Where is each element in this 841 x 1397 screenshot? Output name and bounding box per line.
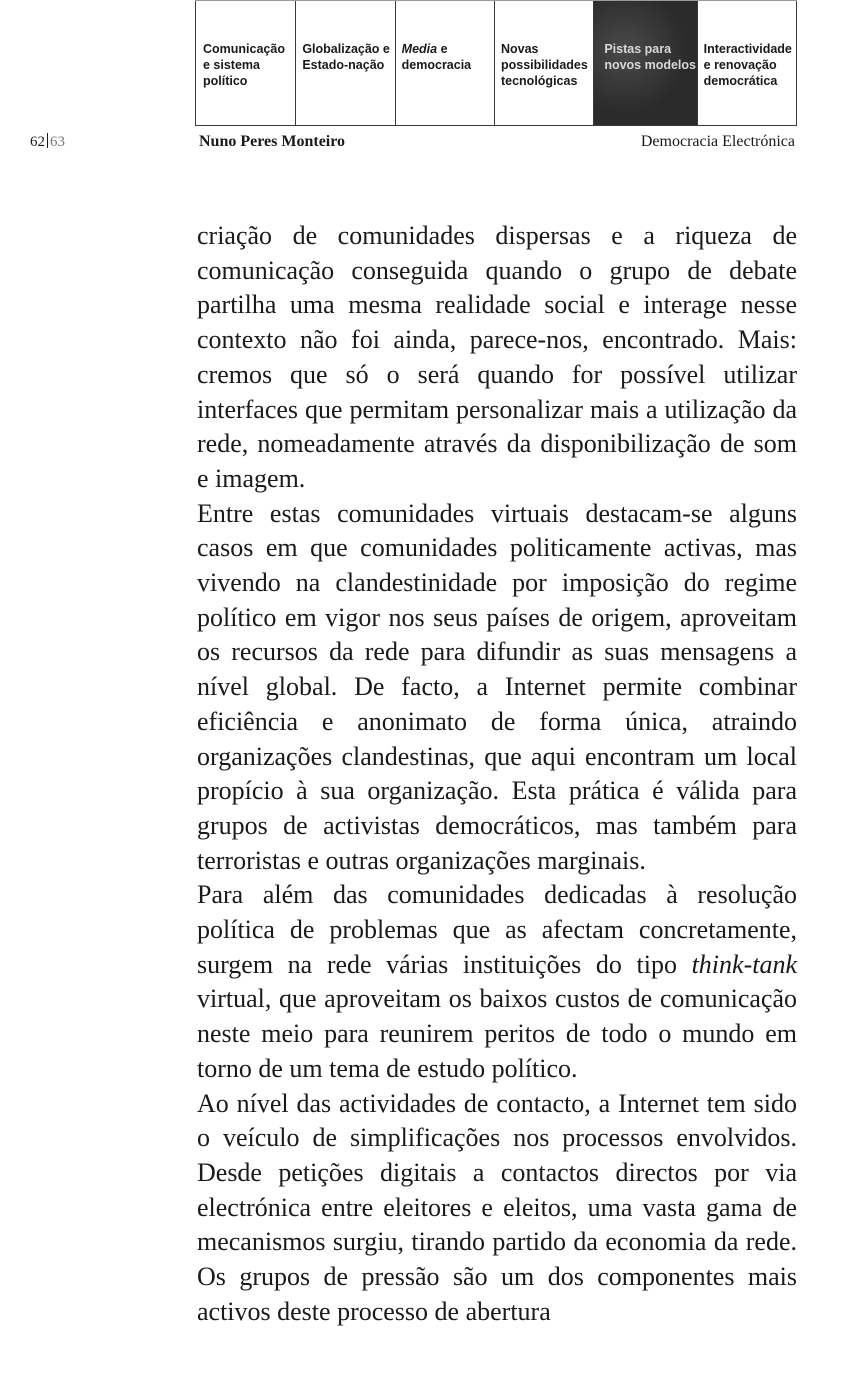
tab-interactividade[interactable]: Interactividade e renovação democrática	[697, 1, 797, 125]
tab-media-label-rest: e democracia	[401, 42, 472, 72]
paragraph-2: Entre estas comunidades virtuais destacam-se alguns casos em que comunidades politicamente activas, mas vivendo na clandestinidade por imposição do regime político em vigor nos seus países de origem, aproveitam os recursos da rede para difundir as suas mensagens a nível global. De facto, a Internet permite combinar eficiência e anonimato de forma única, atraindo organizações clandestinas, que aqui encontram um local propício à sua organização. Esta prática é válida para grupos de activistas democráticos, mas também para terroristas e outras organizações marginais.	[197, 498, 797, 875]
paragraph-1: criação de comunidades dispersas e a riqueza de comunicação conseguida quando o grupo de debate partilha uma mesma realidade social e interage nesse contexto não foi ainda, parece-nos, encontrado. Mais: cremos que só o será quando for possível utilizar interfaces que permitam personalizar mais a utilização da rede, nomeadamente através da disponibilização de som e imagem.	[197, 221, 797, 493]
body-text	[197, 219, 797, 1330]
section-title: Democracia Electrónica	[640, 133, 795, 150]
page-number-left: 62	[30, 134, 45, 150]
running-head	[0, 127, 841, 157]
paragraph-3	[197, 878, 797, 1086]
tab-comunicacao[interactable]: Comunicação e sistema político	[195, 1, 295, 125]
tab-globalizacao[interactable]: Globalização e Estado-nação	[295, 1, 394, 125]
chapter-tabs	[195, 0, 797, 126]
paragraph-4: Ao nível das actividades de contacto, a Internet tem sido o veículo de simplificações nos processos envolvidos. Desde petições digitais a contactos directos por via electrónica entre eleitores e eleitos, uma vasta gama de mecanismos surgiu, tirando partido da economia da rede. Os grupos de pressão são um dos componentes mais activos deste processo de abertura	[197, 1088, 797, 1326]
page-number-right: 63	[50, 134, 65, 150]
paragraph-3-after: virtual, que aproveitam os baixos custos de comunicação neste meio para reunirem peritos de todo o mundo em torno de um tema de estudo político.	[197, 984, 797, 1083]
tab-media[interactable]	[395, 1, 494, 125]
author-name: Nuno Peres Monteiro	[199, 133, 346, 150]
paragraph-3-before: Para além das comunidades dedicadas à resolução política de problemas que as afectam concretamente, surgem na rede várias instituições do tipo	[197, 880, 797, 979]
tab-novas-possibilidades[interactable]: Novas possibilidades tecnológicas	[494, 1, 593, 125]
page-numbers	[30, 133, 65, 151]
tab-media-italic-label: Media	[401, 42, 438, 56]
page-number-divider	[47, 133, 48, 148]
paragraph-3-italic-term: think-tank	[691, 949, 797, 979]
tab-pistas-active[interactable]: Pistas para novos modelos	[593, 1, 696, 125]
